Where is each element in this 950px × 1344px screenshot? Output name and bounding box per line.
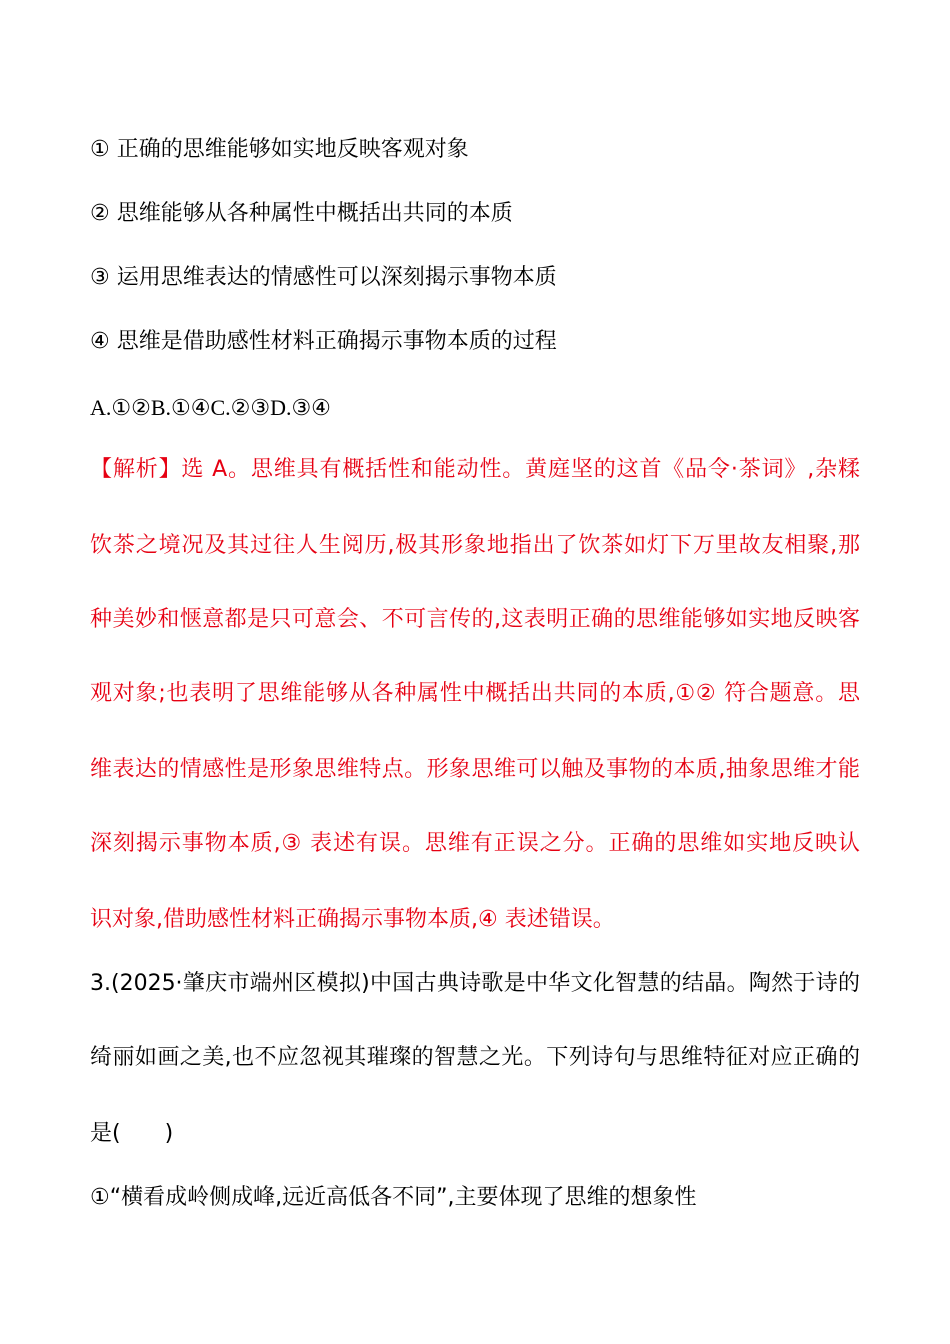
- option-3: ③ 运用思维表达的情感性可以深刻揭示事物本质: [90, 265, 557, 290]
- option-4: ④ 思维是借助感性材料正确揭示事物本质的过程: [90, 329, 557, 354]
- analysis-line: 【解析】选 A。思维具有概括性和能动性。黄庭坚的这首《品令·茶词》,杂糅: [90, 457, 860, 482]
- analysis-line: 饮茶之境况及其过往人生阅历,极其形象地指出了饮茶如灯下万里故友相聚,那: [90, 533, 860, 558]
- option-1: ① 正确的思维能够如实地反映客观对象: [90, 137, 469, 162]
- question-3-option-1: ①“横看成岭侧成峰,远近高低各不同”,主要体现了思维的想象性: [90, 1185, 697, 1210]
- question-3-stem: 是( ): [90, 1121, 174, 1146]
- question-3-stem: 绮丽如画之美,也不应忽视其璀璨的智慧之光。下列诗句与思维特征对应正确的: [90, 1045, 860, 1070]
- answer-choices: A.①②B.①④C.②③D.③④: [90, 395, 331, 420]
- question-3-stem: 3.(2025·肇庆市端州区模拟)中国古典诗歌是中华文化智慧的结晶。陶然于诗的: [90, 971, 860, 996]
- analysis-line: 维表达的情感性是形象思维特点。形象思维可以触及事物的本质,抽象思维才能: [90, 757, 860, 782]
- analysis-line: 种美妙和惬意都是只可意会、不可言传的,这表明正确的思维能够如实地反映客: [90, 607, 860, 632]
- analysis-line: 观对象;也表明了思维能够从各种属性中概括出共同的本质,①② 符合题意。思: [90, 681, 860, 706]
- analysis-line: 识对象,借助感性材料正确揭示事物本质,④ 表述错误。: [90, 907, 615, 932]
- analysis-line: 深刻揭示事物本质,③ 表述有误。思维有正误之分。正确的思维如实地反映认: [90, 831, 860, 856]
- option-2: ② 思维能够从各种属性中概括出共同的本质: [90, 201, 513, 226]
